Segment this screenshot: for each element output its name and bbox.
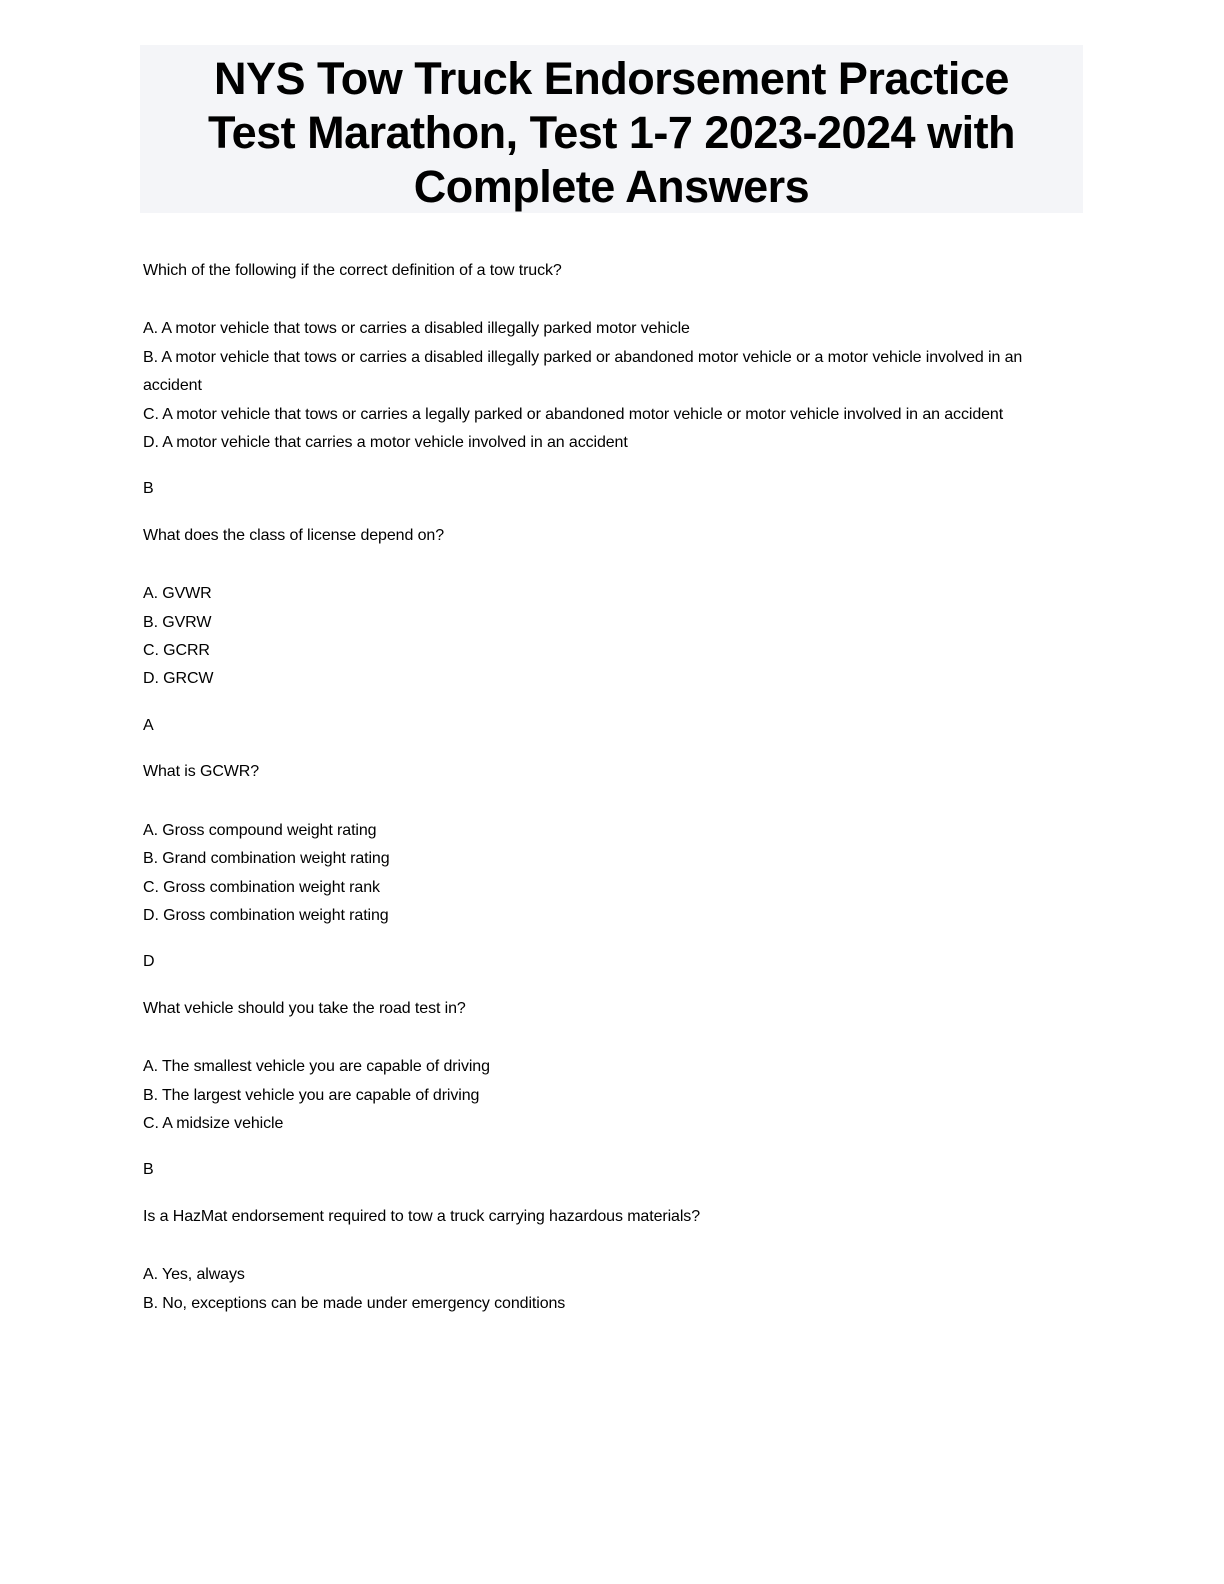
question-text-4: What vehicle should you take the road test in?	[143, 999, 466, 1017]
question-text-5: Is a HazMat endorsement required to tow a truck carrying hazardous materials?	[143, 1207, 701, 1225]
correct-answer-2: A	[143, 716, 154, 734]
correct-answer-1: B	[143, 480, 154, 498]
answer-option: D. A motor vehicle that carries a motor vehicle involved in an accident	[143, 434, 628, 452]
options-group-5	[143, 1261, 1058, 1318]
answer-option: B. GVRW	[143, 613, 212, 631]
answer-option: C. A motor vehicle that tows or carries a legally parked or abandoned motor vehicle or motor vehicle involved in an accident	[143, 405, 1004, 423]
answer-option: C. Gross combination weight rank	[143, 878, 380, 896]
answer-option: A. GVWR	[143, 585, 212, 603]
question-text-2: What does the class of license depend on?	[143, 526, 444, 544]
answer-option: C. A midsize vehicle	[143, 1114, 284, 1132]
options-group-2	[143, 580, 1058, 694]
answer-option: A. Gross compound weight rating	[143, 821, 377, 839]
answer-option: B. Grand combination weight rating	[143, 850, 390, 868]
title-line-2: Test Marathon, Test 1-7 2023-2024 with	[207, 107, 1016, 158]
question-text-3: What is GCWR?	[143, 763, 260, 781]
answer-option: C. GCRR	[143, 642, 210, 660]
options-group-1	[143, 315, 1058, 457]
title-line-3: Complete Answers	[413, 161, 810, 212]
answer-option: B. No, exceptions can be made under emergency conditions	[143, 1294, 566, 1312]
answer-option: A. The smallest vehicle you are capable of driving	[143, 1058, 490, 1076]
answer-option: D. GRCW	[143, 670, 214, 688]
answer-option: B. The largest vehicle you are capable of driving	[143, 1086, 480, 1104]
options-group-4	[143, 1053, 1058, 1138]
answer-option: B. A motor vehicle that tows or carries a disabled illegally parked or abandoned motor vehicle or a motor vehicle involved in an accident	[143, 348, 1023, 395]
answer-option: A. Yes, always	[143, 1266, 245, 1284]
question-text-1: Which of the following if the correct definition of a tow truck?	[143, 262, 562, 279]
answer-option: D. Gross combination weight rating	[143, 906, 389, 924]
correct-answer-3: D	[143, 953, 155, 971]
correct-answer-4: B	[143, 1161, 154, 1179]
title-line-1: NYS Tow Truck Endorsement Practice	[214, 53, 1009, 104]
document-title	[140, 45, 1083, 213]
answer-option: A. A motor vehicle that tows or carries a disabled illegally parked motor vehicle	[143, 320, 690, 338]
document-body	[143, 257, 1058, 1336]
options-group-3	[143, 817, 1058, 931]
